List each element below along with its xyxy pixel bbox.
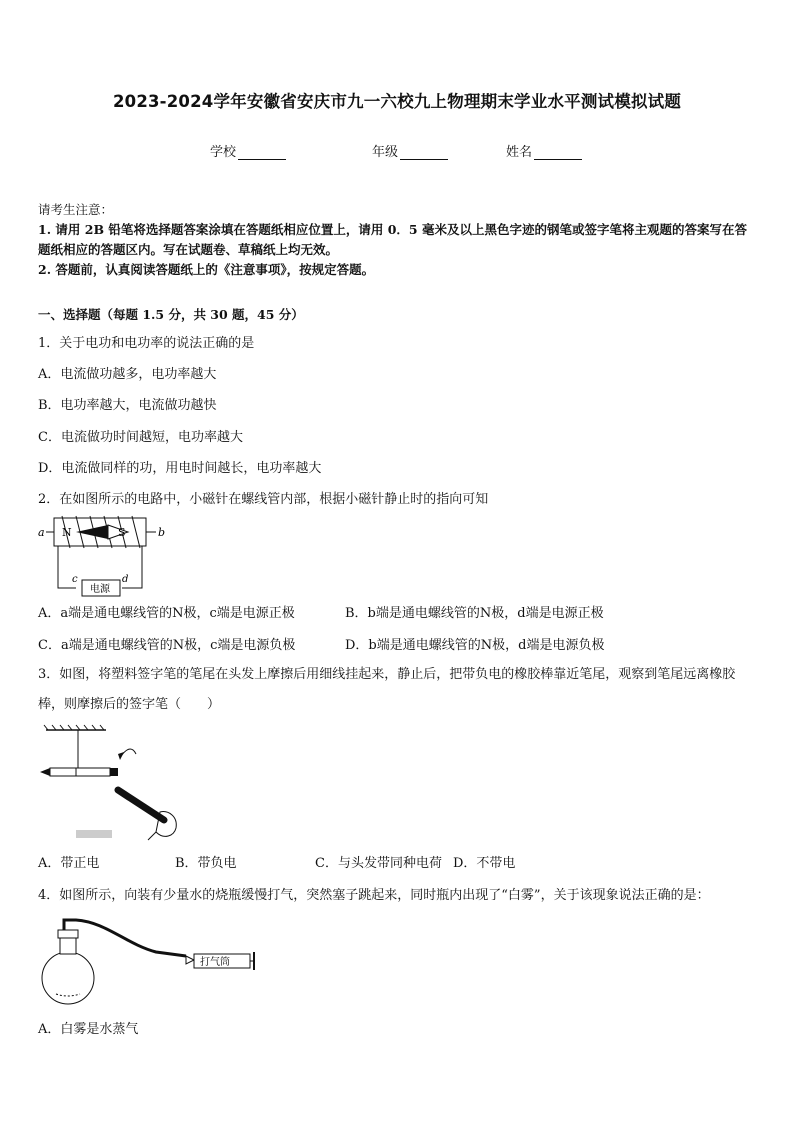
q2-option-c: C．a端是通电螺线管的N极，c端是电源负极: [38, 638, 296, 653]
name-blank: [534, 147, 582, 160]
notice-item-1: 1. 请用 2B 铅笔将选择题答案涂填在答题纸相应位置上，请用 0．5 毫米及以上黑色字迹的钢笔或签字笔将主观题的答案写在答题纸相应的答题区内。写在试题卷、草稿纸上均无效。: [38, 222, 747, 257]
q2-option-a: A．a端是通电螺线管的N极，c端是电源正极: [38, 606, 295, 621]
label-c: c: [72, 574, 78, 585]
q1-option-c: C．电流做功时间越短，电功率越大: [38, 430, 243, 445]
q1-option-b: B．电功率越大，电流做功越快: [38, 398, 217, 413]
q3-option-d: D．不带电: [453, 856, 516, 871]
school-label: 学校: [210, 145, 237, 160]
page-title: 2023-2024学年安徽省安庆市九一六校九上物理期末学业水平测试模拟试题: [112, 92, 682, 111]
name-field: [506, 141, 582, 160]
q2-solenoid-figure: [36, 510, 166, 598]
pump-label: 打气筒: [200, 957, 230, 968]
q1-stem: 1．关于电功和电功率的说法正确的是: [38, 336, 255, 351]
label-a: a: [38, 526, 45, 539]
q2-option-d: D．b端是通电螺线管的N极，d端是电源负极: [345, 638, 605, 653]
q1-option-d: D．电流做同样的功，用电时间越长，电功率越大: [38, 461, 322, 476]
name-label: 姓名: [506, 145, 533, 160]
q2-stem: 2．在如图所示的电路中，小磁针在螺线管内部，根据小磁针静止时的指向可知: [38, 492, 489, 507]
q3-pen-figure: [36, 724, 186, 842]
q3-option-b: B．带负电: [175, 856, 237, 871]
q4-option-a: A．白雾是水蒸气: [38, 1022, 139, 1037]
power-source-label: 电源: [90, 584, 110, 595]
notice-heading: 请考生注意：: [38, 202, 114, 217]
grade-field: [372, 141, 448, 160]
grade-blank: [400, 147, 448, 160]
section-heading: 一、选择题（每题 1.5 分，共 30 题，45 分）: [38, 307, 304, 322]
grade-label: 年级: [372, 145, 399, 160]
q3-stem: 3．如图，将塑料签字笔的笔尾在头发上摩擦后用细线挂起来，静止后，把带负电的橡胶棒靠近笔尾，观察到笔尾远离橡胶棒，则摩擦后的签字笔（ ）: [38, 667, 736, 712]
q1-option-a: A．电流做功越多，电功率越大: [38, 367, 217, 382]
pole-s: S: [118, 526, 126, 539]
school-blank: [238, 147, 286, 160]
label-b: b: [158, 526, 166, 539]
q2-option-b: B．b端是通电螺线管的N极，d端是电源正极: [345, 606, 604, 621]
label-d: d: [122, 574, 129, 585]
notice: [38, 200, 758, 280]
q3-option-a: A．带正电: [38, 856, 100, 871]
q4-flask-figure: [36, 914, 256, 1006]
pole-n: N: [62, 526, 72, 539]
q4-stem: 4．如图所示，向装有少量水的烧瓶缓慢打气，突然塞子跳起来，同时瓶内出现了“白雾”，关于该现象说法正确的是：: [38, 888, 710, 903]
school-field: [210, 141, 286, 160]
q3-option-c: C．与头发带同种电荷: [315, 856, 442, 871]
notice-item-2: 2. 答题前，认真阅读答题纸上的《注意事项》，按规定答题。: [38, 262, 375, 277]
